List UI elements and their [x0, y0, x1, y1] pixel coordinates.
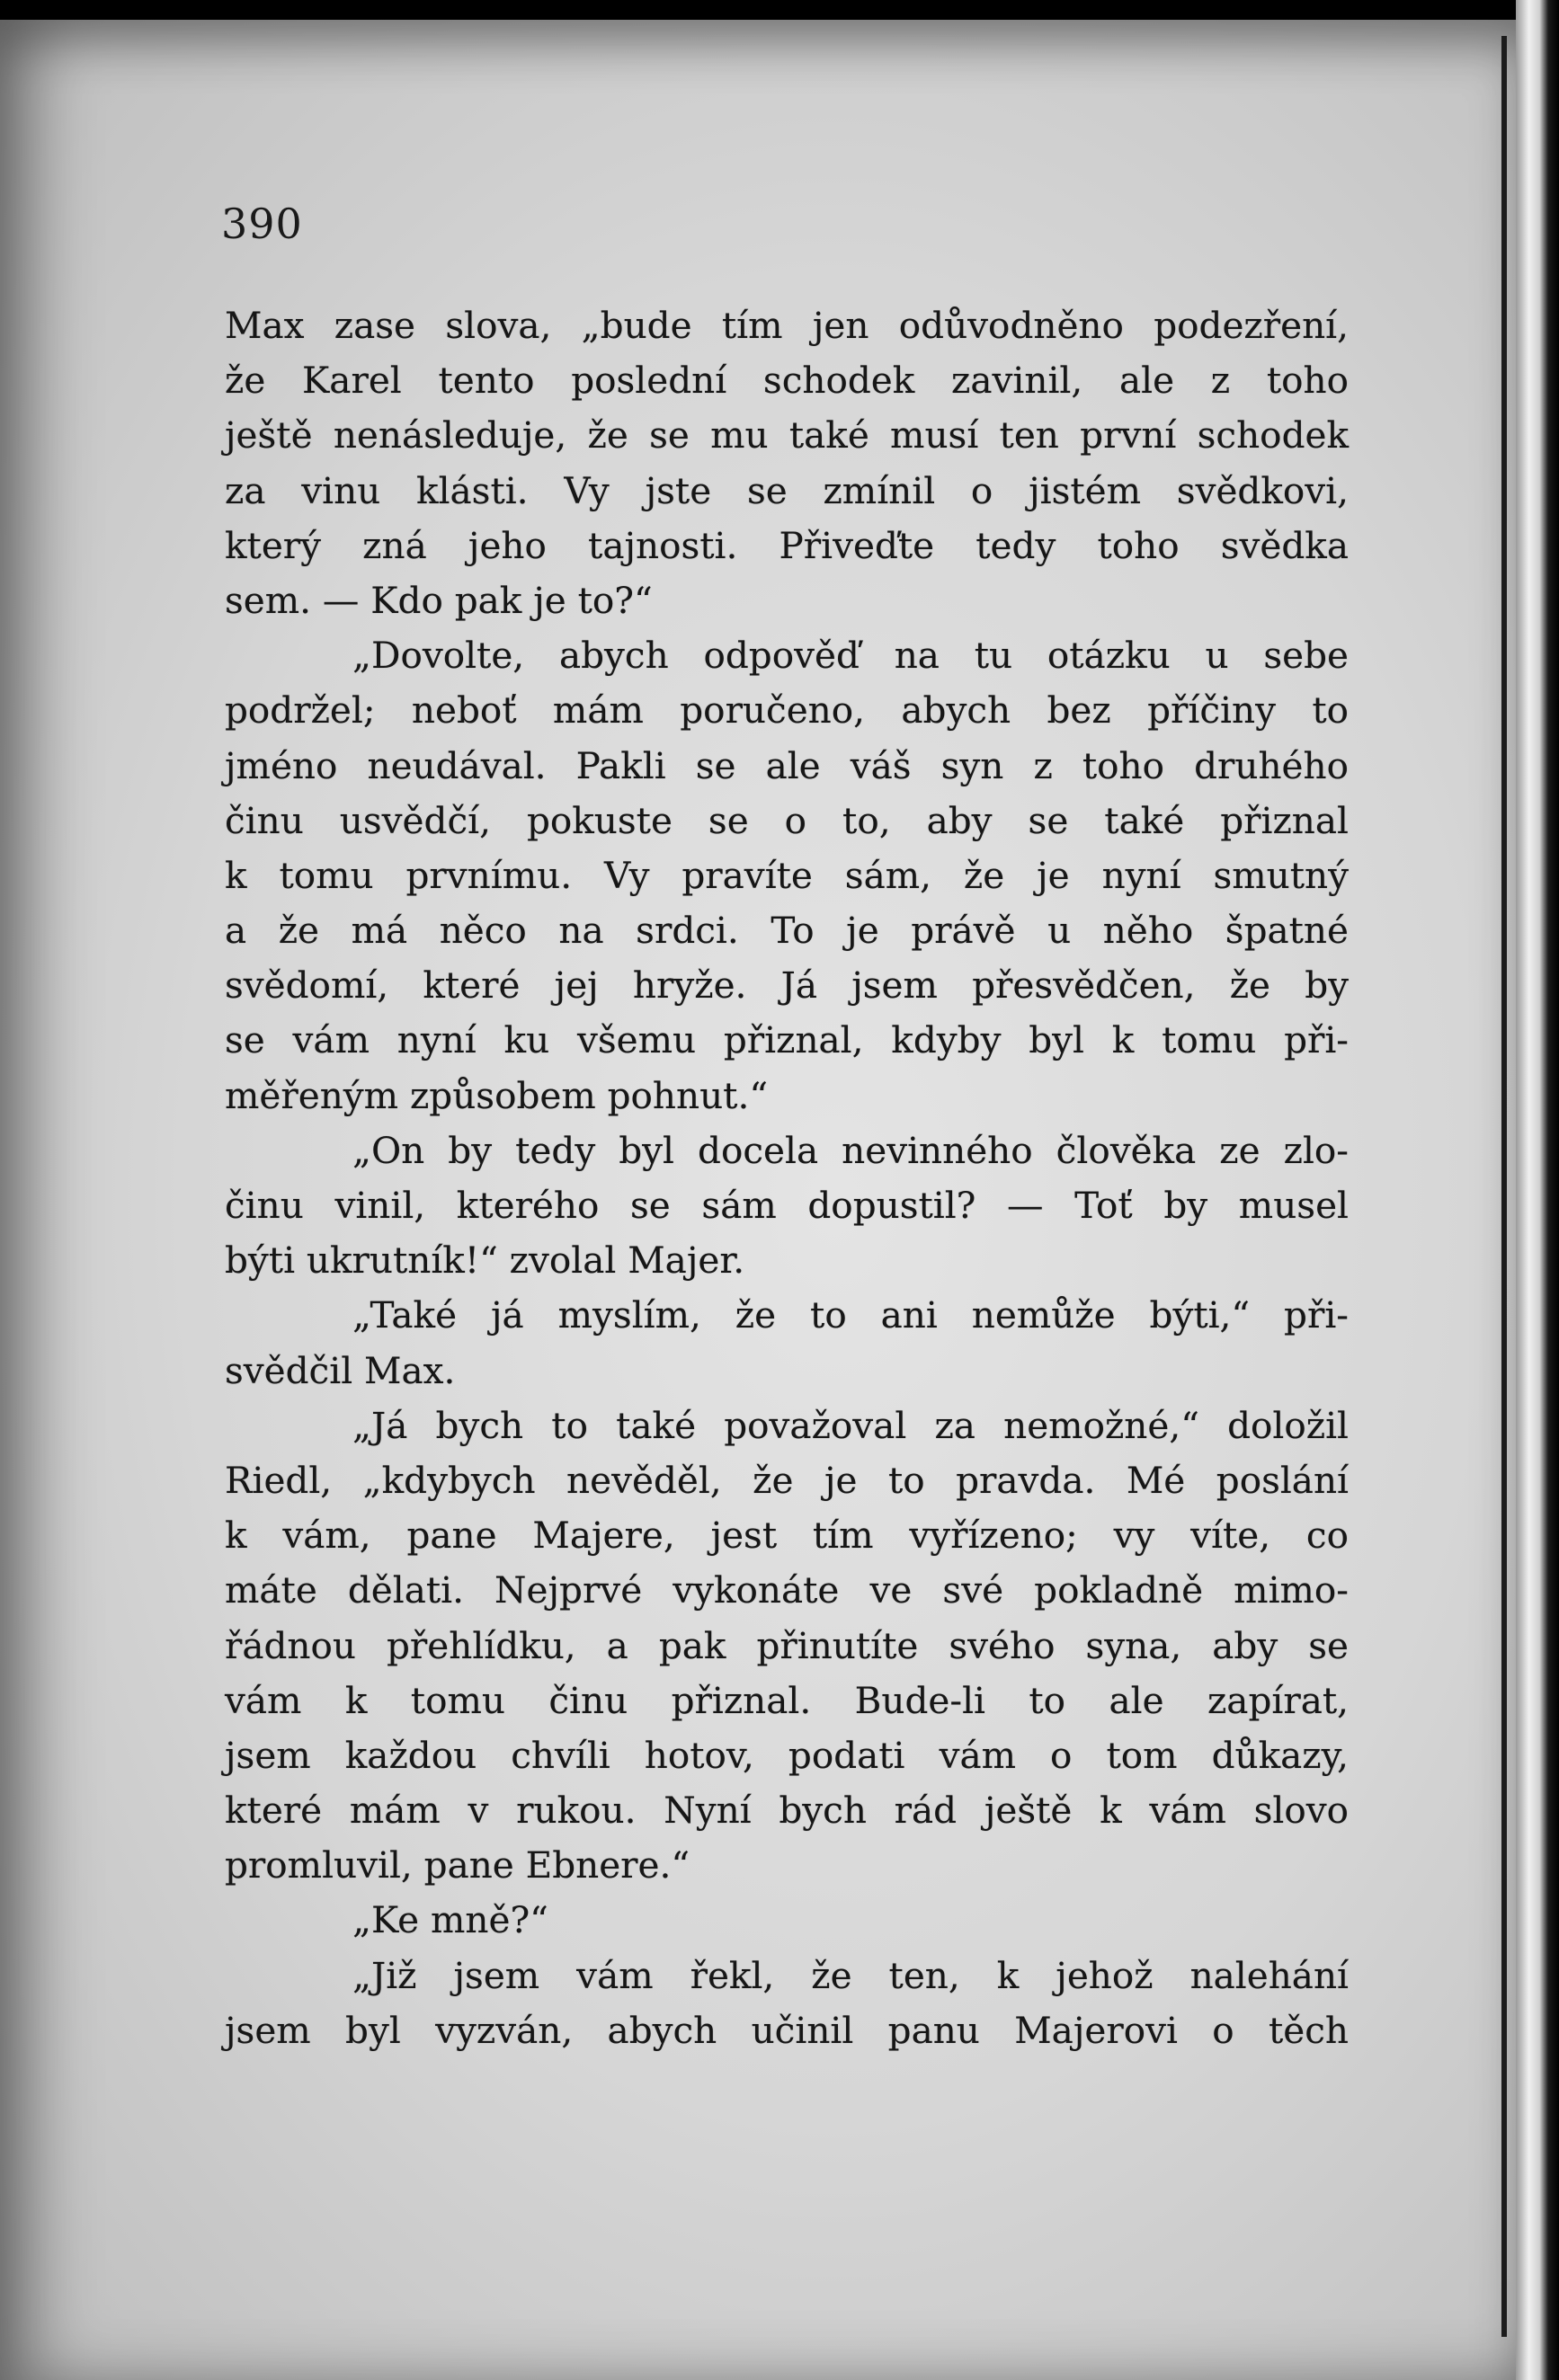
text-line: činu vinil, kterého se sám dopustil? — Toť by musel: [225, 1184, 1349, 1227]
text-line: máte dělati. Nejprvé vykonáte ve své pokladně mimo-: [225, 1568, 1349, 1612]
text-line: měřeným způsobem pohnut.“: [225, 1073, 769, 1117]
page-right-edge: [1516, 0, 1559, 2380]
text-line: že Karel tento poslední schodek zavinil, ale z toho: [225, 359, 1349, 403]
text-line: svědčil Max.: [225, 1348, 456, 1392]
text-line: „Dovolte, abych odpověď na tu otázku u sebe: [352, 634, 1349, 678]
text-line: a že má něco na srdci. To je právě u něho špatné: [225, 909, 1349, 953]
text-line: „Já bych to také považoval za nemožné,“ doložil: [352, 1403, 1349, 1447]
text-line: býti ukrutník!“ zvolal Majer.: [225, 1239, 745, 1283]
text-line: který zná jeho tajnosti. Přiveďte tedy toho svědka: [225, 523, 1349, 567]
binding-edge-line: [1501, 36, 1507, 2337]
text-line: jsem každou chvíli hotov, podati vám o tom důkazy,: [225, 1733, 1349, 1777]
text-line: ještě nenásleduje, že se mu také musí ten první schodek: [225, 413, 1349, 457]
body-text: [225, 298, 1349, 2058]
text-line: se vám nyní ku všemu přiznal, kdyby byl k tomu při-: [225, 1018, 1349, 1062]
text-line: „Ke mně?“: [352, 1898, 548, 1942]
text-line: řádnou přehlídku, a pak přinutíte svého syna, aby se: [225, 1623, 1349, 1667]
text-line: podržel; neboť mám poručeno, abych bez příčiny to: [225, 688, 1349, 733]
text-line: činu usvědčí, pokuste se o to, aby se také přiznal: [225, 798, 1349, 842]
page-number: 390: [221, 200, 303, 248]
text-line: vám k tomu činu přiznal. Bude-li to ale zapírat,: [225, 1678, 1349, 1722]
text-line: svědomí, které jej hryže. Já jsem přesvědčen, že by: [225, 964, 1349, 1008]
text-line: za vinu klásti. Vy jste se zmínil o jistém svědkovi,: [225, 468, 1349, 512]
text-line: které mám v rukou. Nyní bych rád ještě k vám slovo: [225, 1789, 1349, 1833]
text-line: k tomu prvnímu. Vy pravíte sám, že je nyní smutný: [225, 853, 1349, 897]
text-line: k vám, pane Majere, jest tím vyřízeno; vy víte, co: [225, 1514, 1349, 1558]
text-line: „Také já myslím, že to ani nemůže býti,“ při-: [352, 1293, 1349, 1337]
text-line: promluvil, pane Ebnere.“: [225, 1843, 690, 1887]
text-line: Max zase slova, „bude tím jen odůvodněno podezření,: [225, 304, 1349, 347]
text-line: jméno neudával. Pakli se ale váš syn z toho druhého: [225, 743, 1349, 787]
text-line: „Již jsem vám řekl, že ten, k jehož nalehání: [352, 1953, 1349, 1997]
text-line: Riedl, „kdybych nevěděl, že je to pravda. Mé poslání: [225, 1458, 1349, 1502]
text-line: sem. — Kdo pak je to?“: [225, 578, 653, 622]
text-line: „On by tedy byl docela nevinného člověka ze zlo-: [352, 1128, 1349, 1172]
text-line: jsem byl vyzván, abych učinil panu Majerovi o těch: [225, 2008, 1349, 2052]
